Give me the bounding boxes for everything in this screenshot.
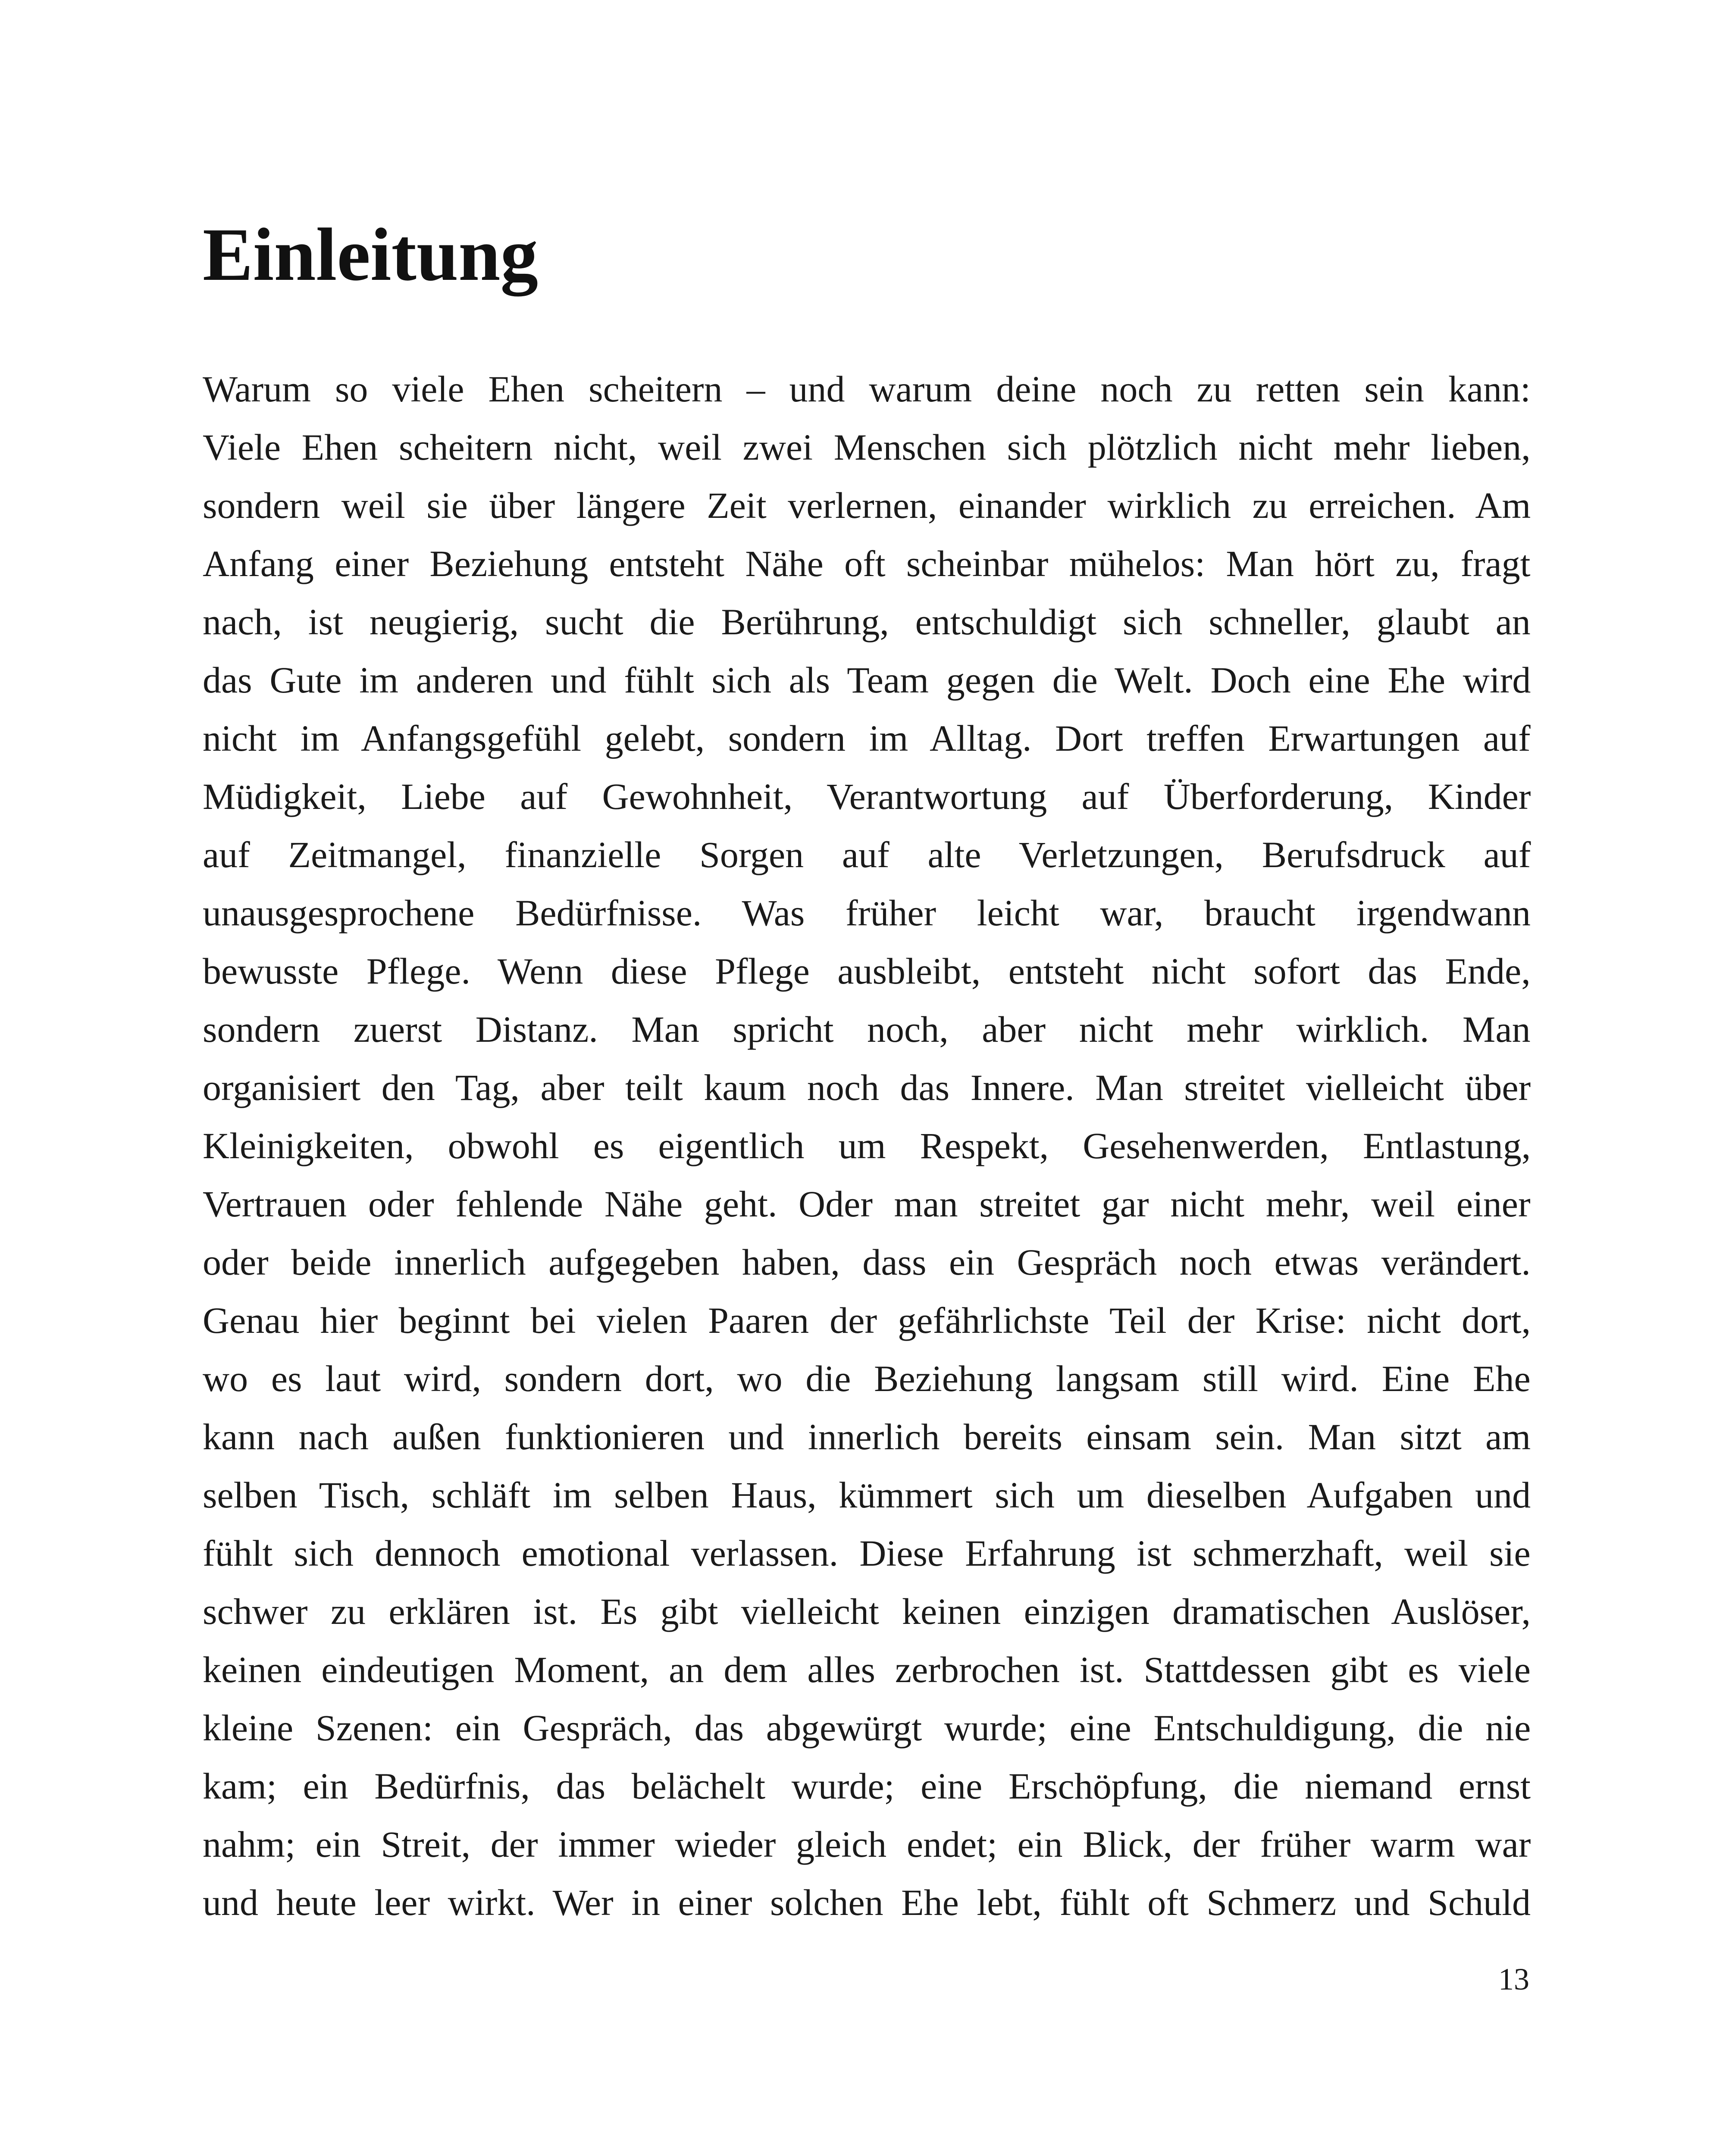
text-line: sondern weil sie über längere Zeit verlernen, einander wirklich zu erreichen. Am (203, 485, 1531, 526)
text-line: unausgesprochene Bedürfnisse. Was früher leicht war, braucht irgendwann (203, 892, 1531, 934)
text-line: Viele Ehen scheitern nicht, weil zwei Menschen sich plötzlich nicht mehr lieben, (203, 426, 1531, 468)
text-line: und heute leer wirkt. Wer in einer solchen Ehe lebt, fühlt oft Schmerz und Schuld (203, 1882, 1531, 1923)
text-line: selben Tisch, schläft im selben Haus, kümmert sich um dieselben Aufgaben und (203, 1474, 1531, 1516)
text-line: Vertrauen oder fehlende Nähe geht. Oder man streitet gar nicht mehr, weil einer (203, 1183, 1531, 1225)
body-paragraph (203, 360, 1531, 1932)
text-line: bewusste Pflege. Wenn diese Pflege ausbleibt, entsteht nicht sofort das Ende, (203, 950, 1531, 992)
text-line: kam; ein Bedürfnis, das belächelt wurde; eine Erschöpfung, die niemand ernst (203, 1765, 1531, 1807)
text-line: Kleinigkeiten, obwohl es eigentlich um Respekt, Gesehenwerden, Entlastung, (203, 1125, 1531, 1166)
text-line: Anfang einer Beziehung entsteht Nähe oft scheinbar mühelos: Man hört zu, fragt (203, 543, 1531, 584)
text-line: Müdigkeit, Liebe auf Gewohnheit, Verantwortung auf Überforderung, Kinder (203, 776, 1531, 817)
text-line: Warum so viele Ehen scheitern – und warum deine noch zu retten sein kann: (203, 368, 1531, 410)
page-number: 13 (1498, 1962, 1529, 1996)
text-line: organisiert den Tag, aber teilt kaum noch das Innere. Man streitet vielleicht über (203, 1067, 1531, 1108)
text-line: schwer zu erklären ist. Es gibt vielleicht keinen einzigen dramatischen Auslöser, (203, 1591, 1531, 1632)
text-line: kleine Szenen: ein Gespräch, das abgewürgt wurde; eine Entschuldigung, die nie (203, 1707, 1531, 1749)
text-line: das Gute im anderen und fühlt sich als Team gegen die Welt. Doch eine Ehe wird (203, 659, 1531, 701)
text-line: sondern zuerst Distanz. Man spricht noch, aber nicht mehr wirklich. Man (203, 1009, 1531, 1050)
chapter-title: Einleitung (203, 213, 539, 296)
text-line: nicht im Anfangsgefühl gelebt, sondern im Alltag. Dort treffen Erwartungen auf (203, 718, 1531, 759)
text-line: wo es laut wird, sondern dort, wo die Beziehung langsam still wird. Eine Ehe (203, 1358, 1531, 1399)
text-line: Genau hier beginnt bei vielen Paaren der gefährlichste Teil der Krise: nicht dort, (203, 1300, 1531, 1341)
text-line: auf Zeitmangel, finanzielle Sorgen auf alte Verletzungen, Berufsdruck auf (203, 834, 1531, 875)
text-line: nahm; ein Streit, der immer wieder gleich endet; ein Blick, der früher warm war (203, 1824, 1531, 1865)
text-line: oder beide innerlich aufgegeben haben, dass ein Gespräch noch etwas verändert. (203, 1241, 1531, 1283)
text-line: keinen eindeutigen Moment, an dem alles zerbrochen ist. Stattdessen gibt es viele (203, 1649, 1531, 1690)
text-line: nach, ist neugierig, sucht die Berührung, entschuldigt sich schneller, glaubt an (203, 601, 1531, 642)
text-line: kann nach außen funktionieren und innerlich bereits einsam sein. Man sitzt am (203, 1416, 1531, 1457)
text-line: fühlt sich dennoch emotional verlassen. Diese Erfahrung ist schmerzhaft, weil sie (203, 1532, 1531, 1574)
